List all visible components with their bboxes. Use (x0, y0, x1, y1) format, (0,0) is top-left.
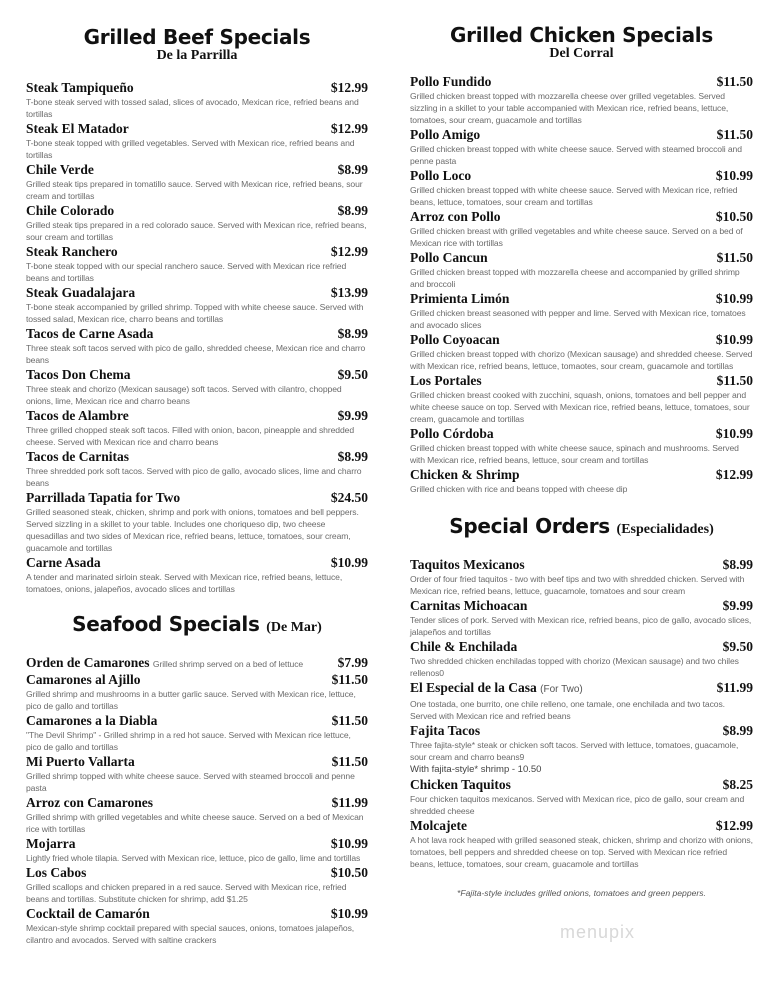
item-price: $12.99 (330, 244, 368, 259)
item-price: $10.99 (330, 836, 368, 851)
item-description: Mexican-style shrimp cocktail prepared with special sauces, onions, tomatoes jalapeños, cilantro and avocados. Served with saltine crackers (26, 923, 355, 945)
beef-items (26, 80, 368, 595)
item-description: Grilled steak tips prepared in tomatillo sauce. Served with Mexican rice, refried beans, sour cream and tortillas (26, 179, 363, 201)
item-name: Tacos de Alambre (26, 408, 129, 423)
item-name: Taquitos Mexicanos (410, 557, 525, 572)
menu-item (26, 754, 368, 794)
item-name: Los Portales (410, 373, 482, 388)
footnote: *Fajita-style includes grilled onions, tomatoes and green peppers. (457, 888, 706, 898)
item-description: Three shredded pork soft tacos. Served with pico de gallo, avocado slices, lime and charro beans (26, 466, 362, 488)
item-name: Mi Puerto Vallarta (26, 754, 135, 769)
section-title-seafood-main: Seafood Specials (72, 612, 260, 636)
menu-item (26, 285, 368, 325)
menu-item (26, 713, 368, 753)
item-name: Camarones a la Diabla (26, 713, 158, 728)
item-price: $11.50 (331, 754, 368, 769)
section-title-special-paren: (Especialidades) (616, 522, 714, 537)
watermark: menupix (560, 922, 636, 942)
item-price: $10.99 (715, 291, 753, 306)
item-price: $11.50 (716, 373, 753, 388)
item-name: Fajita Tacos (410, 723, 481, 738)
item-price: $12.99 (715, 467, 753, 482)
menu-item (410, 373, 753, 425)
menu-item (26, 906, 368, 946)
menu-item (26, 795, 368, 835)
menu-item (410, 209, 753, 249)
item-description: "The Devil Shrimp" - Grilled shrimp in a red hot sauce. Served with Mexican rice lettuce, pico de gallo and tortillas (26, 730, 351, 752)
menu-item (410, 680, 753, 722)
menu-item (26, 672, 368, 712)
beef-section (26, 26, 368, 595)
item-note: (For Two) (540, 684, 583, 695)
section-title-beef: Grilled Beef Specials (83, 25, 311, 49)
item-description: Grilled seasoned steak, chicken, shrimp and pork with onions, tomatoes and bell peppers. Served sizzling in a skillet to your table. Includes one choriqueso dip, two cheese quesadillas and two sides of Mexican rice, refried beans, lettuce, tomatoes, sour cream, guacamole and tortillas (26, 507, 359, 553)
item-name: Steak Ranchero (26, 244, 118, 259)
menu-item (26, 326, 368, 366)
item-name: Pollo Cancun (410, 250, 488, 265)
item-price: $12.99 (715, 818, 753, 833)
section-subtitle-chicken: Del Corral (549, 46, 614, 61)
item-description: T-bone steak topped with our special ranchero sauce. Served with Mexican rice refried beans and tortillas (26, 261, 347, 283)
menu-item (410, 250, 753, 290)
item-description: Three fajita-style* steak or chicken soft tacos. Served with lettuce, tomatoes, guacamole, sour cream and charro beans9 (410, 740, 739, 762)
item-description: Grilled chicken breast with grilled vegetables and white cheese sauce. Served on a bed of Mexican rice with tortillas (410, 226, 743, 248)
menu-item (26, 203, 368, 243)
item-price: $11.50 (716, 127, 753, 142)
menu-item (410, 168, 753, 208)
item-price: $9.99 (722, 598, 753, 613)
menu-item (26, 655, 368, 671)
item-description: Grilled steak tips prepared in a red colorado sauce. Served with Mexican rice, refried beans, sour cream and tortillas (26, 220, 367, 242)
item-name: Chicken Taquitos (410, 777, 511, 792)
item-name: Tacos de Carne Asada (26, 326, 154, 341)
item-name: Chile Verde (26, 162, 94, 177)
item-description: Grilled shrimp topped with white cheese sauce. Served with steamed broccoli and penne pasta (26, 771, 355, 793)
item-price: $7.99 (337, 655, 368, 670)
item-name: Primienta Limón (410, 291, 510, 306)
item-description: Grilled chicken breast topped with white cheese sauce, spinach and mushrooms. Served with Mexican rice, refried beans, lettuce, sour cream and tortillas (410, 443, 739, 465)
item-price: $10.99 (330, 555, 368, 570)
menu-item (26, 836, 368, 864)
menu-item (26, 490, 368, 554)
item-price: $10.99 (330, 906, 368, 921)
item-description: Grilled chicken breast topped with white cheese sauce. Served with Mexican rice, refried beans, lettuce, tomatoes, sour cream and tortillas (410, 185, 738, 207)
section-title-special-main: Special Orders (449, 514, 610, 538)
item-name: Pollo Coyoacan (410, 332, 500, 347)
item-description: T-bone steak accompanied by grilled shrimp. Topped with white cheese sauce. Served with tossed salad, Mexican rice, charro beans and tortillas (26, 302, 364, 324)
special-orders-section (410, 515, 753, 898)
item-description: Grilled chicken breast topped with white cheese sauce. Served with steamed broccoli and penne pasta (410, 144, 742, 166)
section-title-special (410, 515, 753, 541)
menu-item (410, 127, 753, 167)
item-name: Pollo Amigo (410, 127, 481, 142)
item-price: $8.99 (722, 557, 753, 572)
item-price: $8.99 (722, 723, 753, 738)
item-price: $10.99 (715, 168, 753, 183)
item-price: $8.99 (337, 162, 368, 177)
item-price: $8.99 (337, 449, 368, 464)
item-name: Cocktail de Camarón (26, 906, 150, 921)
item-name: Camarones al Ajillo (26, 672, 141, 687)
item-name: Steak Tampiqueño (26, 80, 134, 95)
item-name (410, 680, 583, 698)
item-name: Tacos de Carnitas (26, 449, 130, 464)
item-name: Carnitas Michoacan (410, 598, 528, 613)
item-price: $10.50 (330, 865, 368, 880)
item-price: $11.99 (716, 680, 753, 695)
menu-item (410, 723, 753, 776)
item-name-text: Orden de Camarones (26, 655, 150, 670)
item-name: Chile Colorado (26, 203, 115, 218)
item-price: $10.99 (715, 332, 753, 347)
menu-item (410, 426, 753, 466)
menu-item (26, 121, 368, 161)
item-name: Pollo Córdoba (410, 426, 494, 441)
left-column (26, 0, 368, 947)
menu-item (410, 557, 753, 597)
item-price: $12.99 (330, 121, 368, 136)
menu-item (410, 777, 753, 817)
menu-item (410, 818, 753, 870)
item-description: One tostada, one burrito, one chile relleno, one tamale, one enchilada and two tacos. Served with Mexican rice and refried beans (410, 699, 725, 721)
item-extra-option: With fajita-style* shrimp - 10.50 (410, 764, 542, 775)
menu-item (410, 74, 753, 126)
item-price: $24.50 (330, 490, 368, 505)
menu-item (26, 367, 368, 407)
item-name: Pollo Loco (410, 168, 472, 183)
item-price: $9.50 (337, 367, 368, 382)
item-description: Grilled chicken breast seasoned with pepper and lime. Served with Mexican rice, tomatoes and avocado slices (410, 308, 746, 330)
menu-item (26, 555, 368, 595)
item-description: A tender and marinated sirloin steak. Served with Mexican rice, refried beans, lettuce, tomatoes, onions, jalapeños, avocado slices and tortillas (26, 572, 343, 594)
item-name: Chicken & Shrimp (410, 467, 520, 482)
item-name: Steak Guadalajara (26, 285, 136, 300)
menu-item (26, 162, 368, 202)
section-title-chicken: Grilled Chicken Specials (450, 23, 713, 47)
item-description: Tender slices of pork. Served with Mexican rice, refried beans, pico de gallo, avocado slices, jalapeños and tortillas (410, 615, 752, 637)
item-price: $11.50 (331, 672, 368, 687)
item-name (26, 655, 303, 671)
item-description: Grilled chicken breast cooked with zucchini, squash, onions, tomatoes and bell pepper and white cheese sauce on top. Served with Mexican rice, refried beans, lettuce, tomatoes, sour cream, guacamole and tortillas (410, 390, 750, 424)
item-name: Molcajete (410, 818, 467, 833)
menu-item (26, 449, 368, 489)
item-price: $8.25 (722, 777, 753, 792)
item-description: Grilled shrimp served on a bed of lettuce (152, 659, 304, 669)
item-name: Chile & Enchilada (410, 639, 518, 654)
menu-item (410, 639, 753, 679)
menu-item (26, 244, 368, 284)
item-price: $9.99 (337, 408, 368, 423)
section-title-seafood-paren: (De Mar) (266, 620, 322, 635)
menu-item (410, 598, 753, 638)
right-column (410, 0, 753, 898)
item-name: Arroz con Pollo (410, 209, 501, 224)
menu-item (26, 865, 368, 905)
item-name-text: El Especial de la Casa (410, 680, 537, 695)
item-price: $8.99 (337, 203, 368, 218)
item-name: Steak El Matador (26, 121, 129, 136)
item-name: Mojarra (26, 836, 76, 851)
item-description: Three steak and chorizo (Mexican sausage) soft tacos. Served with cilantro, chopped onions, lime, Mexican rice and charro beans (26, 384, 342, 406)
item-price: $11.99 (331, 795, 368, 810)
item-description: Four chicken taquitos mexicanos. Served with Mexican rice, pico de gallo, sour cream and shredded cheese (410, 794, 745, 816)
item-description: Grilled chicken with rice and beans topped with cheese dip (410, 484, 628, 494)
item-description: Grilled chicken breast topped with mozzarella cheese over grilled vegetables. Served sizzling in a skillet to your table accompanied with Mexican rice, refried beans, lettuce, tomatoes, sour cream, guacamole and tortillas (410, 91, 729, 125)
section-subtitle-beef: De la Parrilla (156, 48, 238, 63)
item-name: Parrillada Tapatia for Two (26, 490, 181, 505)
item-description: Three steak soft tacos served with pico de gallo, shredded cheese, Mexican rice and charro beans (26, 343, 366, 365)
menu-item (26, 80, 368, 120)
section-title-seafood (26, 613, 368, 639)
item-description: Two shredded chicken enchiladas topped with chorizo (Mexican sausage) and two chiles rellenos0 (410, 656, 739, 678)
item-name: Los Cabos (26, 865, 87, 880)
menu-item (410, 291, 753, 331)
item-price: $10.99 (715, 426, 753, 441)
item-description: Order of four fried taquitos - two with beef tips and two with shredded chicken. Served with Mexican rice, refried beans, lettuce, guacamole, tomatoes and sour cream (410, 574, 745, 596)
item-description: T-bone steak topped with grilled vegetables. Served with Mexican rice, refried beans and tortillas (26, 138, 355, 160)
item-price: $8.99 (337, 326, 368, 341)
item-description: Grilled shrimp and mushrooms in a butter garlic sauce. Served with Mexican rice, lettuce, pico de gallo and tortillas (26, 689, 356, 711)
menu-item (26, 408, 368, 448)
item-description: T-bone steak served with tossed salad, slices of avocado, Mexican rice, refried beans and tortillas (26, 97, 359, 119)
item-price: $11.50 (331, 713, 368, 728)
item-description: A hot lava rock heaped with grilled seasoned steak, chicken, shrimp and chorizo with onions, tomatoes, bell peppers and shredded cheese on top. Served with Mexican rice refried beans, lettuce, tomatoes, sour cream, guacamole and tortillas (410, 835, 753, 869)
item-price: $10.50 (715, 209, 753, 224)
menu-item (410, 332, 753, 372)
item-description: Three grilled chopped steak soft tacos. Filled with onion, bacon, pineapple and shredded cheese. Served with Mexican rice and charro beans (26, 425, 355, 447)
seafood-section (26, 613, 368, 946)
item-description: Lightly fried whole tilapia. Served with Mexican rice, lettuce, pico de gallo, lime and tortillas (26, 853, 361, 863)
item-name: Tacos Don Chema (26, 367, 131, 382)
item-price: $13.99 (330, 285, 368, 300)
item-name: Arroz con Camarones (26, 795, 153, 810)
item-description: Grilled chicken breast topped with mozzarella cheese and accompanied by grilled shrimp and broccoli (410, 267, 740, 289)
item-description: Grilled scallops and chicken prepared in a red sauce. Served with Mexican rice, refried beans and tortillas. Substitute chicken for shrimp, add $1.25 (26, 882, 347, 904)
menu-item (410, 467, 753, 495)
item-price: $9.50 (722, 639, 753, 654)
item-name: Pollo Fundido (410, 74, 492, 89)
item-name: Carne Asada (26, 555, 101, 570)
item-price: $11.50 (716, 250, 753, 265)
item-price: $12.99 (330, 80, 368, 95)
chicken-section (410, 24, 753, 495)
item-description: Grilled chicken breast topped with chorizo (Mexican sausage) and shredded cheese. Served with Mexican rice, refried beans, lettuce, tomaotes, sour cream, guacamole and tortillas (410, 349, 753, 371)
item-description: Grilled shrimp with grilled vegetables and white cheese sauce. Served on a bed of Mexican rice with tortillas (26, 812, 364, 834)
item-price: $11.50 (716, 74, 753, 89)
